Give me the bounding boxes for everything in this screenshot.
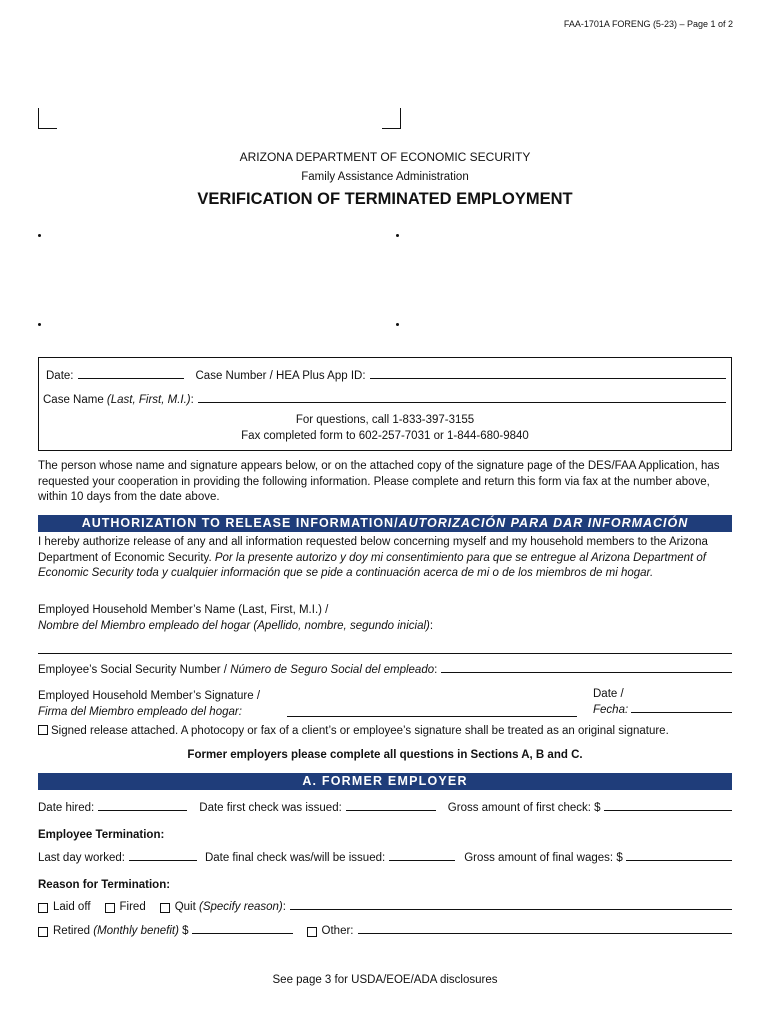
member-name-label-es: Nombre del Miembro empleado del hogar (Apellido, nombre, segundo inicial): [38, 619, 430, 632]
case-name-label: Case Name: [43, 394, 104, 406]
signature-label: [38, 688, 260, 720]
date-label: Date:: [46, 370, 74, 382]
fax-numbers: Fax completed form to 602-257-7031 or 1-844-680-9840: [241, 430, 529, 442]
retired-label: Retired: [53, 925, 91, 937]
authorization-banner-en: AUTHORIZATION TO RELEASE INFORMATION: [81, 516, 395, 530]
laid-off-label: Laid off: [53, 901, 91, 913]
termination-heading: Employee Termination:: [38, 829, 165, 841]
page-title: VERIFICATION OF TERMINATED EMPLOYMENT: [197, 190, 573, 208]
first-check-date-label: Date first check was issued:: [199, 802, 342, 814]
retired-checkbox[interactable]: [38, 927, 48, 937]
address-marker: [396, 323, 399, 326]
laid-off-checkbox[interactable]: [38, 903, 48, 913]
signature-label-en: Employed Household Member’s Signature /: [38, 690, 261, 702]
case-info-box: [38, 357, 732, 451]
ssn-label-en: Employee’s Social Security Number /: [38, 664, 227, 676]
signed-release-text: Signed release attached. A photocopy or fax of a client’s or employee’s signature shall be treated as an original signature.: [51, 725, 669, 737]
address-corner-top-left: [38, 108, 57, 129]
signed-release-checkbox[interactable]: [38, 725, 48, 735]
first-check-amount-label: Gross amount of first check: $: [447, 802, 601, 814]
case-name-field[interactable]: [198, 401, 726, 403]
fired-checkbox[interactable]: [105, 903, 115, 913]
case-number-label: Case Number / HEA Plus App ID:: [195, 370, 366, 382]
case-number-field[interactable]: [370, 377, 726, 379]
signature-label-es: Firma del Miembro empleado del hogar:: [38, 706, 242, 718]
quit-hint: (Specify reason): [199, 901, 283, 913]
ssn-label-es: Número de Seguro Social del empleado: [230, 664, 435, 676]
ssn-field[interactable]: [441, 671, 732, 673]
member-name-label-en: Employed Household Member’s Name (Last, First, M.I.) /: [38, 604, 329, 616]
member-name-field[interactable]: [38, 653, 732, 654]
quit-colon: :: [282, 901, 286, 913]
retired-hint: (Monthly benefit): [93, 925, 179, 937]
final-wages-label: Gross amount of final wages: $: [464, 852, 623, 864]
address-marker: [396, 234, 399, 237]
first-check-date-field[interactable]: [346, 809, 436, 811]
case-name-colon: :: [190, 394, 194, 406]
quit-checkbox[interactable]: [160, 903, 170, 913]
last-day-label: Last day worked:: [38, 852, 125, 864]
other-label: Other:: [321, 925, 354, 937]
member-name-colon: :: [429, 619, 434, 632]
date-label-en: Date /: [593, 688, 624, 700]
member-name-label: [38, 603, 732, 634]
signature-field[interactable]: [287, 716, 577, 717]
date-label-es: Fecha:: [593, 704, 629, 716]
monthly-benefit-field[interactable]: [192, 932, 293, 934]
address-corner-top-right: [382, 108, 401, 129]
final-check-date-field[interactable]: [389, 859, 455, 861]
authorization-text: [38, 535, 732, 582]
footer-disclosures: See page 3 for USDA/EOE/ADA disclosures: [272, 974, 498, 986]
signature-date-field[interactable]: [631, 711, 732, 713]
date-field[interactable]: [78, 377, 184, 379]
other-reason-field[interactable]: [358, 932, 732, 934]
authorization-text-es: Por la presente autorizo y doy mi consentimiento para que se entregue al Arizona Department of Economic Security toda y cualquier información que se pide a continuación acerca de mi o de los miembros de mi hogar.: [38, 551, 706, 579]
authorization-text-en: I hereby authorize release of any and all information requested below concerning myself and my household members to the Arizona Department of Economic Security.: [38, 536, 708, 564]
section-a-banner: A. FORMER EMPLOYER: [38, 773, 732, 790]
last-day-field[interactable]: [129, 859, 197, 861]
final-wages-field[interactable]: [626, 859, 732, 861]
other-checkbox[interactable]: [307, 927, 317, 937]
former-employer-instructions: Former employers please complete all questions in Sections A, B and C.: [187, 749, 583, 761]
final-check-date-label: Date final check was/will be issued:: [204, 852, 386, 864]
date-hired-field[interactable]: [98, 809, 187, 811]
quit-reason-field[interactable]: [290, 908, 732, 910]
form-id: FAA-1701A FORENG (5-23) – Page 1 of 2: [563, 19, 733, 29]
agency-name: ARIZONA DEPARTMENT OF ECONOMIC SECURITY: [239, 150, 531, 164]
fired-label: Fired: [119, 901, 146, 913]
first-check-amount-field[interactable]: [604, 809, 732, 811]
authorization-banner-sep: /: [394, 516, 399, 530]
address-marker: [38, 323, 41, 326]
reason-heading: Reason for Termination:: [38, 879, 171, 891]
division-name: Family Assistance Administration: [301, 171, 469, 183]
case-name-hint: (Last, First, M.I.): [106, 394, 191, 406]
quit-label: Quit: [174, 901, 196, 913]
authorization-banner-es: AUTORIZACIÓN PARA DAR INFORMACIÓN: [398, 516, 689, 530]
address-marker: [38, 234, 41, 237]
intro-paragraph: The person whose name and signature appears below, or on the attached copy of the signature page of the DES/FAA Application, has requested your cooperation in providing the following information. Please complete and return this form via fax at the number above, within 10 days from the date above.: [38, 460, 720, 503]
questions-phone: For questions, call 1-833-397-3155: [295, 414, 475, 426]
signed-release-row: [38, 725, 669, 737]
date-hired-label: Date hired:: [38, 802, 95, 814]
ssn-colon: :: [434, 664, 438, 676]
retired-dollar: $: [182, 925, 189, 937]
authorization-banner: [38, 515, 732, 532]
